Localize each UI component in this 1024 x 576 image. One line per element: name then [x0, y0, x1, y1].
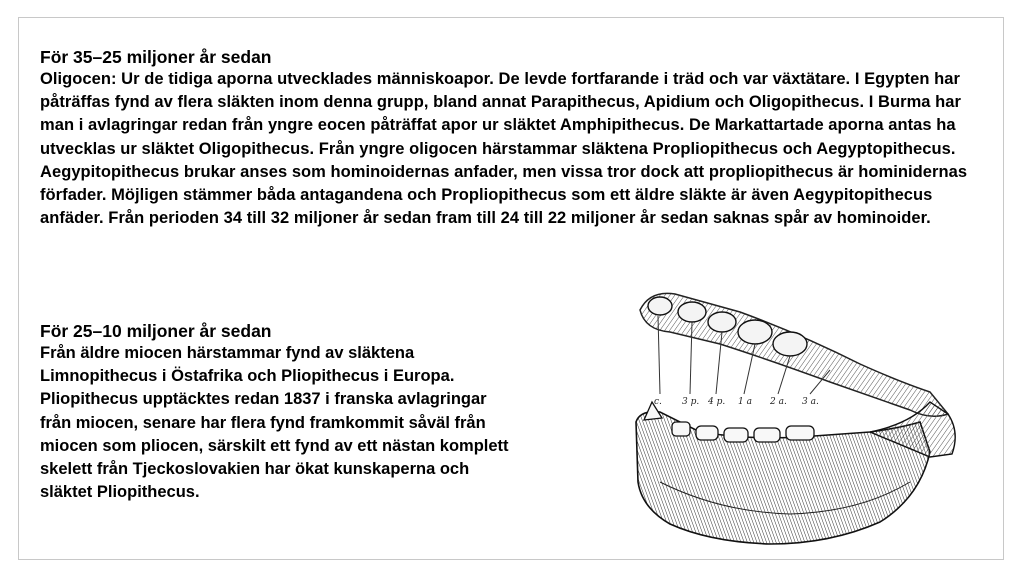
- jaw-fossil-illustration: [630, 282, 970, 554]
- section-miocene: [40, 320, 520, 504]
- tooth-label: 2 a.: [770, 397, 787, 407]
- section-oligocene: [40, 46, 980, 230]
- tooth-label: 3 a.: [802, 397, 819, 407]
- tooth-label: 1 a: [738, 397, 752, 407]
- section-text: Från äldre miocen härstammar fynd av släktena Limnopithecus i Östafrika och Pliopithecus i Europa. Pliopithecus upptäcktes redan 1837 i franska avlagringar från miocen, senare har flera fynd framkommit såväl från miocen som pliocen, särskilt ett fynd av ett nästan komplett skelett från Tjeckoslovakien har ökat kunskaperna och släktet Pliopithecus.: [40, 344, 509, 502]
- section-heading: För 35–25 miljoner år sedan: [40, 47, 272, 67]
- tooth-label: 3 p.: [682, 397, 700, 407]
- tooth-label: c.: [654, 397, 662, 407]
- section-text: Oligocen: Ur de tidiga aporna utvecklades människoapor. De levde fortfarande i träd och var växtätare. I Egypten har påträffas fynd av flera släkten inom denna grupp, bland annat Parapithecus, Apidium och Oligopithecus. I Burma har man i avlagringar redan från yngre eocen påträffat apor ur släktet Amphipithecus. De Markattartade aporna antas ha utvecklas ur släktet Oligopithecus. Från yngre oligocen härstammar släktena Propliopithecus och Aegyptopithecus. Aegypitopithecus brukar anses som hominoidernas anfader, men vissa tror dock att propliopithecus är hominidernas förfader. Möjligen stämmer båda antagandena och Propliopithecus som ett äldre släkte är även Aegypitopithecus anfäder. Från perioden 34 till 32 miljoner år sedan fram till 24 till 22 miljoner år sedan saknas spår av hominoider.: [40, 70, 968, 228]
- section-heading: För 25–10 miljoner år sedan: [40, 321, 272, 341]
- tooth-label: 4 p.: [708, 397, 726, 407]
